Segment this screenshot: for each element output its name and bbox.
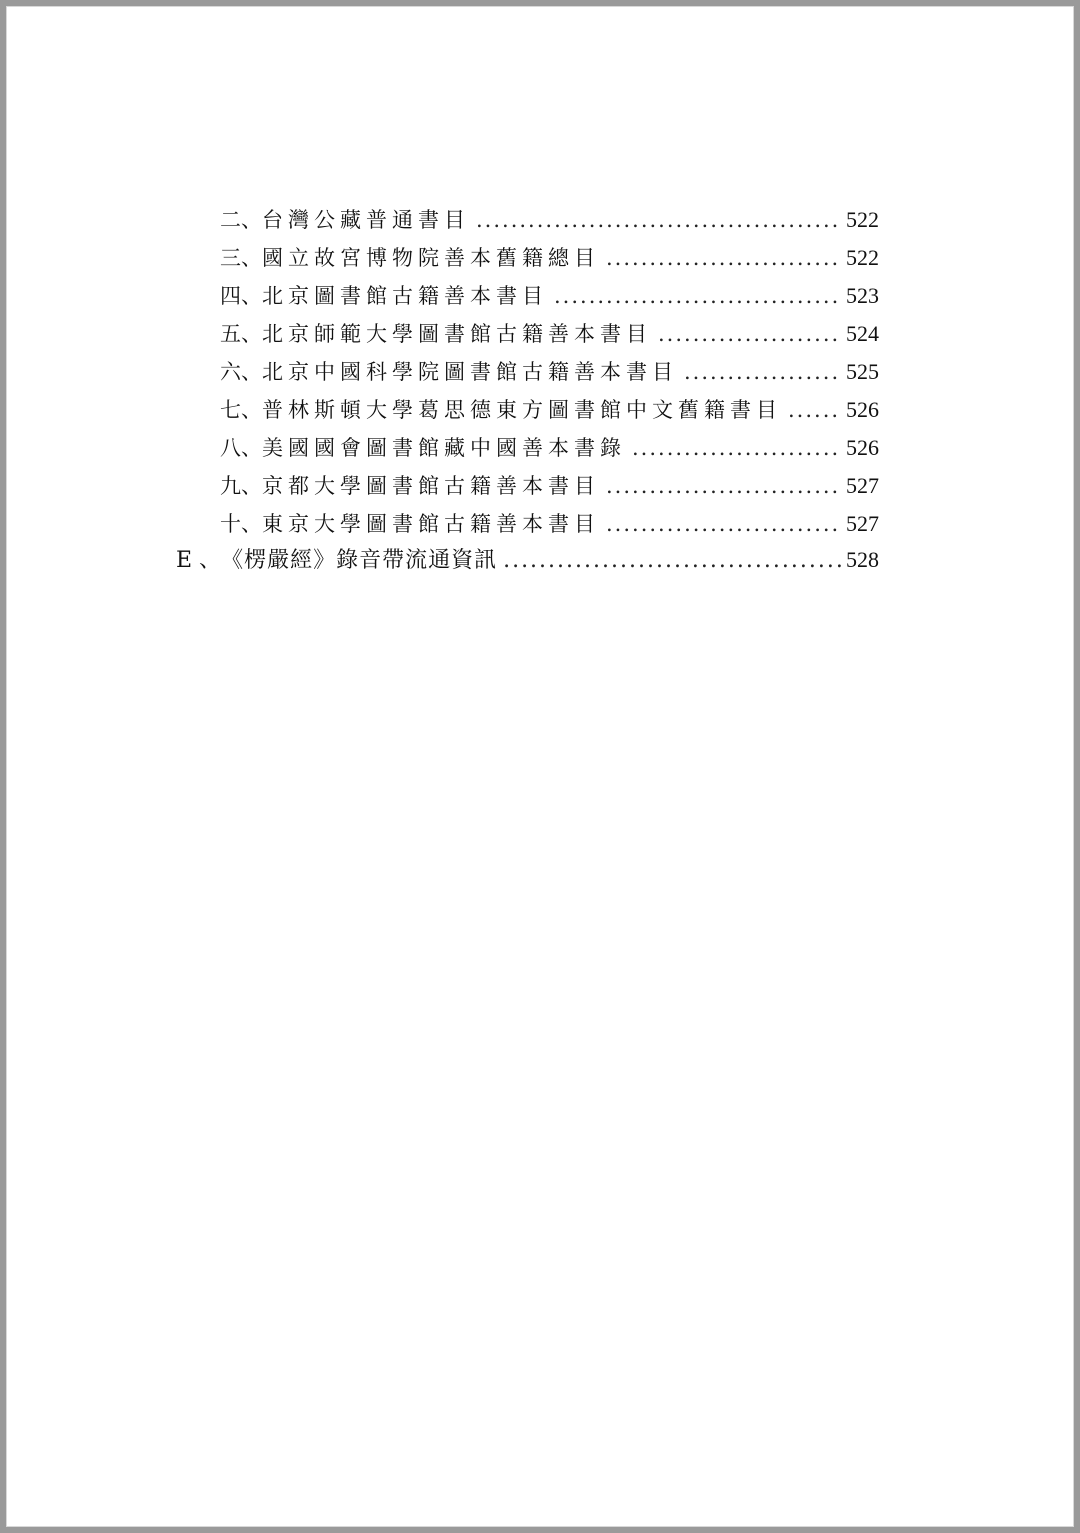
toc-section-title: 《楞嚴經》錄音帶流通資訊: [221, 548, 498, 573]
toc-entry-page: 525: [846, 359, 879, 384]
toc-entry: [220, 353, 879, 391]
toc-section-label: E 、: [176, 548, 222, 573]
dot-leader: [554, 277, 842, 315]
dot-leader: [632, 429, 842, 467]
dot-leader: [476, 201, 842, 239]
toc-entry-page: 523: [846, 283, 879, 308]
toc-entry-title: 北京師範大學圖書館古籍善本書目: [262, 322, 652, 346]
toc-entry-page: 527: [846, 473, 879, 498]
toc-entry-page: 524: [846, 321, 879, 346]
dot-leader: [658, 315, 842, 353]
toc-entry: [220, 467, 879, 505]
toc-entry-title: 京都大學圖書館古籍善本書目: [262, 474, 600, 498]
document-page: [6, 6, 1074, 1527]
toc-section-page: 528: [846, 547, 879, 572]
toc-entry-number: 十、: [220, 512, 262, 536]
toc-entry-title: 美國國會圖書館藏中國善本書錄: [262, 436, 626, 460]
toc-entry-title: 台灣公藏普通書目: [262, 208, 470, 232]
toc-entry-number: 四、: [220, 284, 262, 308]
toc-entry: [220, 391, 879, 429]
toc-entry-title: 國立故宮博物院善本舊籍總目: [262, 246, 600, 270]
toc-entry: [220, 429, 879, 467]
toc-entry-page: 526: [846, 397, 879, 422]
toc-entry-number: 二、: [220, 208, 262, 232]
toc-entry-number: 八、: [220, 436, 262, 460]
dot-leader: [788, 391, 842, 429]
toc-entry-number: 九、: [220, 474, 262, 498]
toc-entry-number: 六、: [220, 360, 262, 384]
dot-leader: [606, 467, 842, 505]
toc-entry-title: 東京大學圖書館古籍善本書目: [262, 512, 600, 536]
toc-entry-title: 北京中國科學院圖書館古籍善本書目: [262, 360, 678, 384]
dot-leader: [684, 353, 842, 391]
toc-entry-number: 七、: [220, 398, 262, 422]
dot-leader: [606, 239, 842, 277]
toc-entry: [220, 505, 879, 543]
dot-leader: [606, 505, 842, 543]
toc-entry: [220, 315, 879, 353]
toc-entry: [220, 201, 879, 239]
toc-entry-number: 五、: [220, 322, 262, 346]
toc-section-entry: [176, 541, 879, 579]
toc-entry-page: 522: [846, 245, 879, 270]
toc-entry-page: 522: [846, 207, 879, 232]
toc-entry-title: 普林斯頓大學葛思德東方圖書館中文舊籍書目: [262, 398, 782, 422]
dot-leader: [503, 542, 842, 580]
toc-entry-page: 526: [846, 435, 879, 460]
toc-entry-number: 三、: [220, 246, 262, 270]
toc-entry-page: 527: [846, 511, 879, 536]
toc-entry: [220, 277, 879, 315]
toc-entry-title: 北京圖書館古籍善本書目: [262, 284, 548, 308]
toc-entry: [220, 239, 879, 277]
